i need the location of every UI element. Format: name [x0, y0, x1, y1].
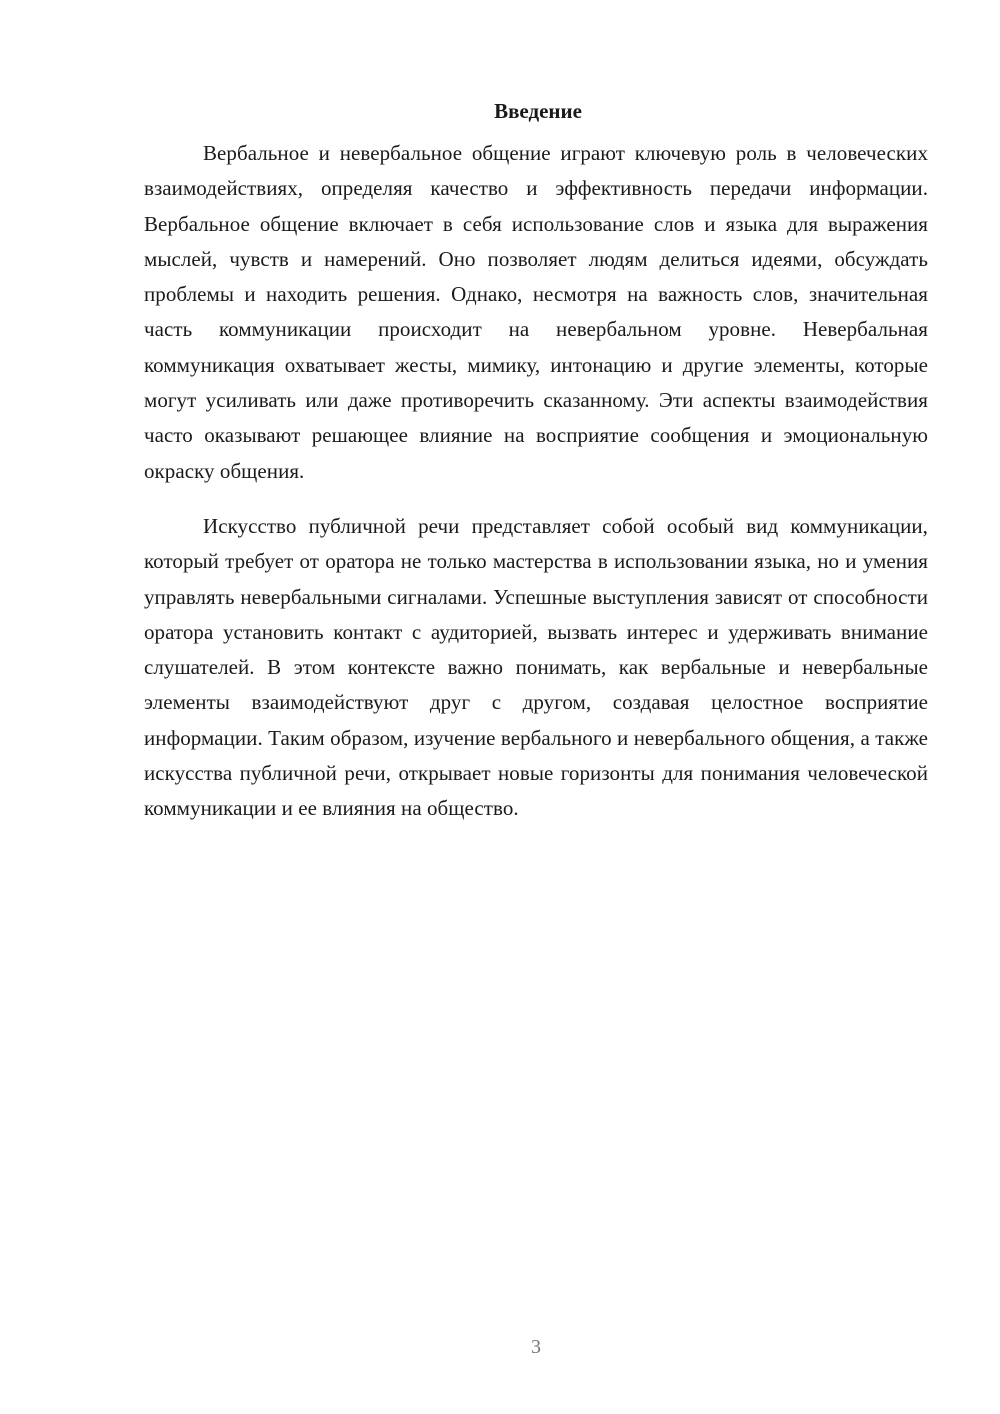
paragraph-1: Вербальное и невербальное общение играют ключевую роль в человеческих взаимодействиях, определяя качество и эффективность передачи информации. Вербальное общение включает в себя использование слов и языка для выражения мыслей, чувств и намерений. Оно позволяет людям делиться идеями, обсуждать проблемы и находить решения. Однако, несмотря на важность слов, значительная часть коммуникации происходит на невербальном уровне. Невербальная коммуникация охватывает жесты, мимику, интонацию и другие элементы, которые могут усиливать или даже противоречить сказанному. Эти аспекты взаимодействия часто оказывают решающее влияние на восприятие сообщения и эмоциональную окраску общения. — [144, 141, 928, 483]
page-content — [144, 96, 928, 827]
section-heading: Введение — [494, 99, 582, 123]
paragraph-2: Искусство публичной речи представляет собой особый вид коммуникации, который требует от оратора не только мастерства в использовании языка, но и умения управлять невербальными сигналами. Успешные выступления зависят от способности оратора установить контакт с аудиторией, вызвать интерес и удерживать внимание слушателей. В этом контексте важно понимать, как вербальные и невербальные элементы взаимодействуют друг с другом, создавая целостное восприятие информации. Таким образом, изучение вербального и невербального общения, а также искусства публичной речи, открывает новые горизонты для понимания человеческой коммуникации и ее влияния на общество. — [144, 513, 928, 821]
page-number: 3 — [531, 1336, 541, 1358]
